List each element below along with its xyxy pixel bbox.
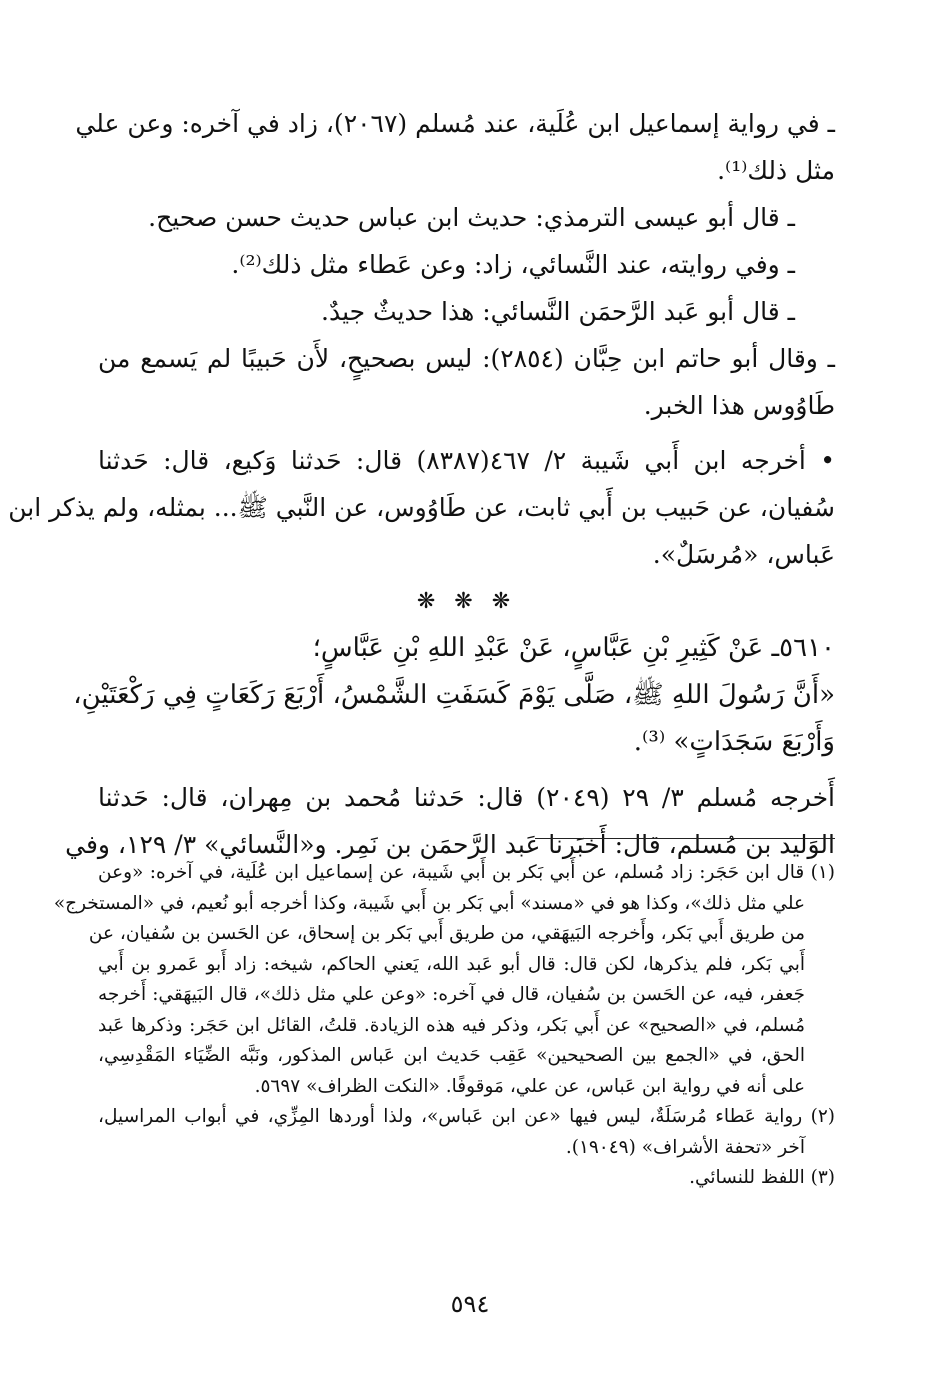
footnote-line: (٢) رواية عَطاء مُرسَلَةٌ، ليس فيها «عن ابن عَباس»، ولذا أوردها المِزِّي، في أبواب المراسيل،	[98, 1106, 835, 1127]
text-line: سُفيان، عن حَبيب بن أَبي ثابت، عن طَاوُوس، عن النَّبي ﷺ... بمثله، ولم يذكر ابن	[8, 493, 835, 522]
hadith-text: «أَنَّ رَسُولَ اللهِ ﷺ، صَلَّى يَوْمَ كَسَفَتِ الشَّمْسُ، أَرْبَعَ رَكَعَاتٍ فِي رَكْعَتَيْنِ،	[73, 680, 835, 710]
text-line: أَخرجه مُسلم ٣/ ٢٩ (٢٠٤٩) قال: حَدثنا مُحمد بن مِهران، قال: حَدثنا	[98, 783, 836, 812]
footnotes	[53, 858, 835, 1194]
text-line: ـ وقال أبو حاتم ابن حِبَّان (٢٨٥٤): ليس بصحيحٍ، لأَن حَبيبًا لم يَسمع من	[98, 344, 835, 373]
text-line: ـ في رواية إسماعيل ابن عُلَية، عند مُسلم (٢٠٦٧)، زاد في آخره: وعن علي	[75, 109, 835, 138]
footnote-line: آخر «تحفة الأشراف» (١٩٠٤٩).	[565, 1136, 805, 1158]
footnote-line: على أنه في رواية ابن عَباس، عن علي، مَوقوفًا. «النكت الظراف» ٥٦٩٧.	[254, 1075, 805, 1097]
footnote-line: أَبي بَكر، فلم يذكرها، لكن قال: قال أبو عَبد الله، يَعني الحاكم، شيخه: زاد أَبو عَمرو بن أَبي	[98, 953, 805, 975]
text-line: ـ قال أبو عيسى الترمذي: حديث ابن عباس حديث حسن صحيح.	[148, 203, 795, 232]
main-text	[8, 100, 836, 868]
hadith-heading: ٥٦١٠ـ عَنْ كَثِيرِ بْنِ عَبَّاسٍ، عَنْ عَبْدِ اللهِ بْنِ عَبَّاسٍ؛	[312, 633, 835, 663]
text-line: عَباس، «مُرسَلٌ».	[652, 540, 835, 569]
text-line: • أخرجه ابن أَبي شَيبة ٢/ ٤٦٧(٨٣٨٧) قال: حَدثنا وَكيع، قال: حَدثنا	[98, 446, 835, 475]
footnote-line: الحق، في «الجمع بين الصحيحين» عَقِب حَديث ابن عَباس المذكور، ونَبَّه الضِّيَاء المَقْدِسِي،	[98, 1045, 805, 1066]
text-line: الوَليد بن مُسلم، قال: أَخبَرنا عَبد الرَّحمَن بن نَمِر. و«النَّسائي» ٣/ ١٢٩، وفي	[65, 830, 835, 859]
footnote-divider	[535, 838, 835, 839]
page-number: ٥٩٤	[450, 1290, 490, 1318]
text-line: ـ قال أبو عَبد الرَّحمَن النَّسائي: هذا حديثٌ جيدٌ.	[321, 297, 795, 326]
text-line: ـ وفي روايته، عند النَّسائي، زاد: وعن عَطاء مثل ذلك⁽²⁾.	[231, 250, 795, 279]
footnote-line: علي مثل ذلك»، وكذا هو في «مسند» أبي بَكر بن أَبي شَيبة، وكذا أخرجه أبو نُعيم، في «المستخرج»	[53, 892, 805, 914]
footnote-line: (١) قال ابن حَجَر: زاد مُسلم، عن أَبي بَكر بن أَبي شَيبة، عن إسماعيل ابن عُلَية، في آخره: «وعن	[98, 862, 835, 883]
footnote-line: من طريق أَبي بَكر، وأَخرجه البَيهَقي، من طريق أَبي بَكر بن إسحاق، عن الحَسن بن سُفيان، عن	[88, 923, 805, 944]
footnote-line: جَعفر، فيه، عن الحَسن بن سُفيان، قال في آخره: «وعن علي مثل ذلك»، قال البَيهَقي: أَخرجه	[98, 984, 805, 1005]
footnote-line: مُسلم، في «الصحيح» عن أَبي بَكر، وذكر فيه هذه الزيادة. قلتُ، القائل ابن حَجَر: وذكرها عَبد	[98, 1014, 805, 1036]
hadith-text: وَأَرْبَعَ سَجَدَاتٍ» ⁽³⁾.	[633, 727, 835, 757]
section-separator: ❋ ❋ ❋	[416, 589, 517, 614]
text-line: مثل ذلك⁽¹⁾.	[717, 156, 835, 185]
footnote-line: (٣) اللفظ للنسائي.	[689, 1167, 835, 1188]
text-line: طَاوُوس هذا الخبر.	[643, 391, 835, 420]
